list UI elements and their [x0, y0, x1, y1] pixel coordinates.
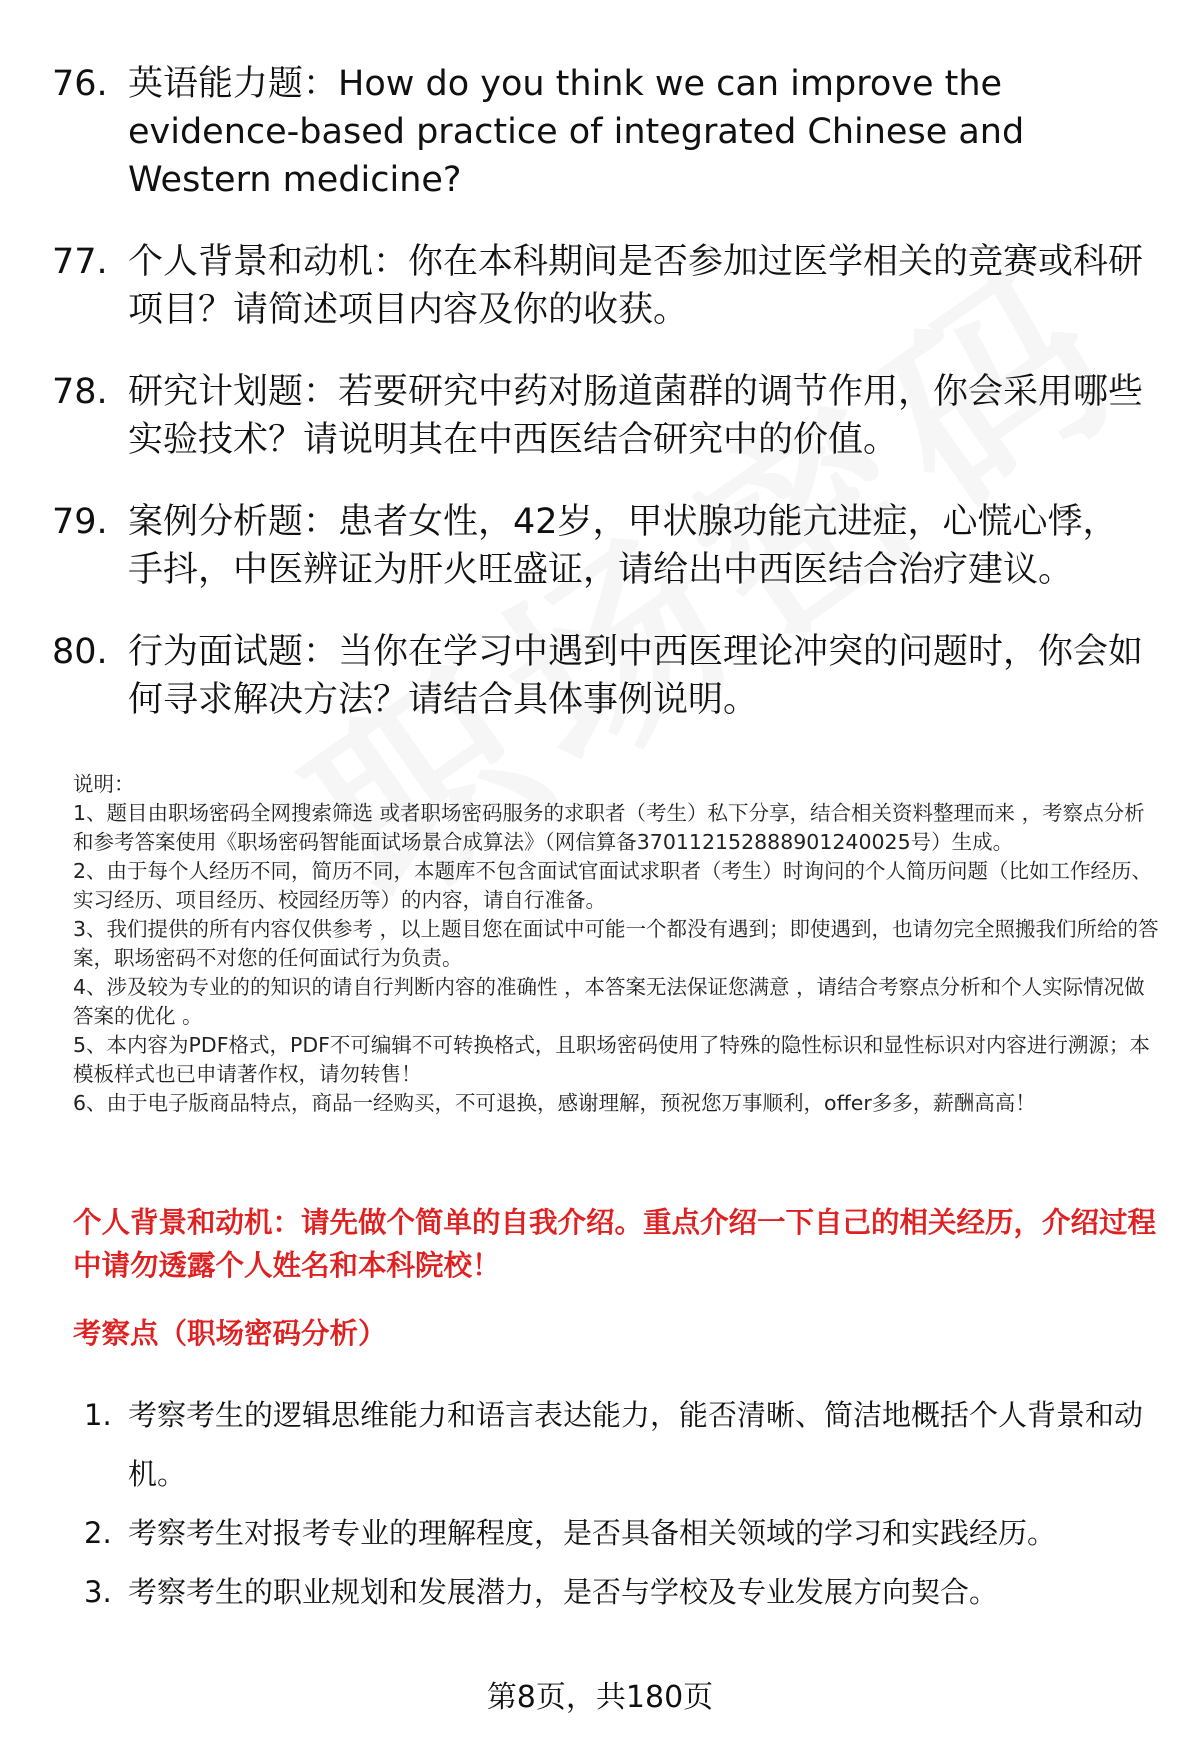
question-item: [52, 238, 1152, 334]
note-item: 1、题目由职场密码全网搜索筛选 或者职场密码服务的求职者（考生）私下分享，结合相关资料整理而来 ，考察点分析和参考答案使用《职场密码智能面试场景合成算法》（网信算备370112152888901240025号）生成。: [73, 801, 1145, 854]
note-item: 2、由于每个人经历不同，简历不同，本题库不包含面试官面试求职者（考生）时询问的个人简历问题（比如工作经历、实习经历、项目经历、校园经历等）的内容，请自行准备。: [73, 859, 1153, 912]
analysis-point: [84, 1563, 1164, 1622]
question-text: 案例分析题：患者女性，42岁，甲状腺功能亢进症，心慌心悸，手抖，中医辨证为肝火旺盛证，请给出中西医结合治疗建议。: [128, 502, 1118, 590]
point-number: 3.: [84, 1575, 112, 1609]
question-text: 英语能力题：How do you think we can improve the evidence-based practice of integrated Chinese and Western medicine?: [128, 64, 1025, 200]
notes-section: [73, 770, 1163, 1118]
question-item: [52, 628, 1152, 724]
question-item: [52, 368, 1152, 464]
question-text: 行为面试题：当你在学习中遇到中西医理论冲突的问题时，你会如何寻求解决方法？请结合具体事例说明。: [128, 632, 1144, 720]
point-text: 考察考生的逻辑思维能力和语言表达能力，能否清晰、简洁地概括个人背景和动机。: [128, 1398, 1144, 1491]
page-footer: 第8页，共180页: [486, 1680, 714, 1715]
analysis-point: [84, 1386, 1164, 1504]
analysis-point: [84, 1504, 1164, 1563]
question-number: 80.: [52, 632, 108, 672]
question-number: 78.: [52, 372, 108, 412]
question-number: 77.: [52, 242, 108, 282]
question-list: [52, 60, 1152, 758]
question-item: [52, 60, 1152, 204]
question-text: 个人背景和动机：你在本科期间是否参加过医学相关的竞赛或科研项目？请简述项目内容及你的收获。: [128, 242, 1144, 330]
note-item: 5、本内容为PDF格式，PDF不可编辑不可转换格式，且职场密码使用了特殊的隐性标识和显性标识对内容进行溯源；本模板样式也已申请著作权，请勿转售！: [73, 1033, 1150, 1086]
featured-question: 个人背景和动机：请先做个简单的自我介绍。重点介绍一下自己的相关经历，介绍过程中请勿透露个人姓名和本科院校！: [73, 1206, 1157, 1282]
point-text: 考察考生的职业规划和发展潜力，是否与学校及专业发展方向契合。: [128, 1575, 999, 1609]
analysis-heading: 考察点（职场密码分析）: [73, 1317, 387, 1350]
question-number: 76.: [52, 64, 108, 104]
analysis-points: [84, 1386, 1164, 1622]
point-text: 考察考生对报考专业的理解程度，是否具备相关领域的学习和实践经历。: [128, 1516, 1057, 1550]
point-number: 1.: [84, 1398, 112, 1432]
question-item: [52, 498, 1152, 594]
question-text: 研究计划题：若要研究中药对肠道菌群的调节作用，你会采用哪些实验技术？请说明其在中西医结合研究中的价值。: [128, 372, 1144, 460]
note-item: 6、由于电子版商品特点，商品一经购买，不可退换，感谢理解，预祝您万事顺利，offer多多，薪酬高高！: [73, 1091, 1036, 1115]
point-number: 2.: [84, 1516, 112, 1550]
note-item: 3、我们提供的所有内容仅供参考 ，以上题目您在面试中可能一个都没有遇到；即使遇到，也请勿完全照搬我们所给的答案，职场密码不对您的任何面试行为负责。: [73, 917, 1159, 970]
question-number: 79.: [52, 502, 108, 542]
note-item: 4、涉及较为专业的的知识的请自行判断内容的准确性 ，本答案无法保证您满意 ，请结合考察点分析和个人实际情况做答案的优化 。: [73, 975, 1145, 1028]
notes-title: 说明：: [73, 772, 135, 796]
